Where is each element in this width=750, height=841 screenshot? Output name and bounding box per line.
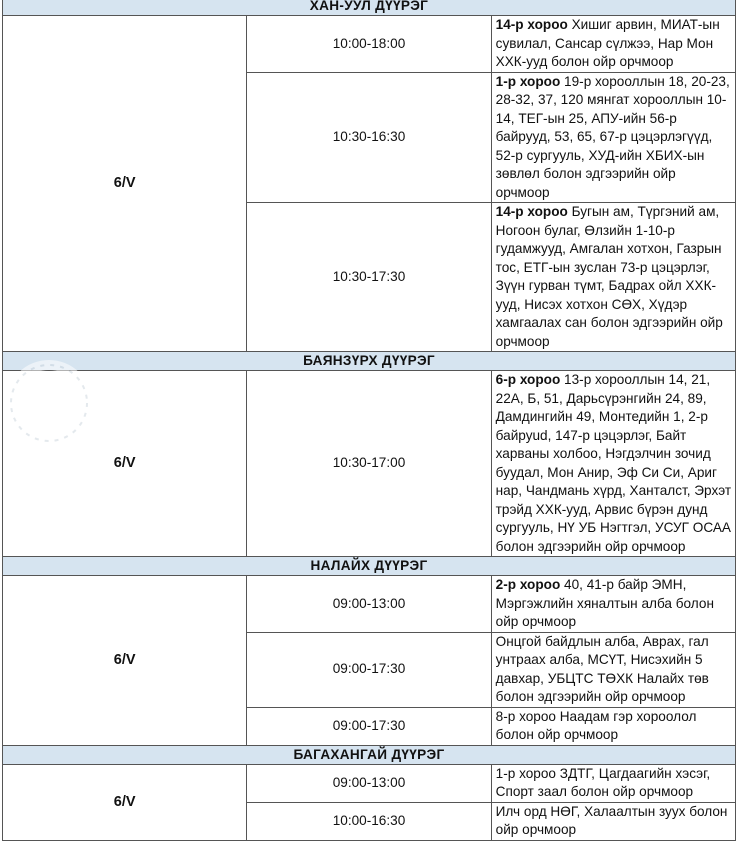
khoroo-label: 14-р хороо	[495, 17, 568, 32]
location-cell: Онцгой байдлын алба, Аврах, гал унтраах алба, МСҮТ, Нисэхийн 5 давхар, УБЦТС ТӨХК Налайх төв болон эдгээрийн ойр орчмоор	[491, 632, 735, 707]
outage-schedule-table	[2, 0, 736, 841]
district-name: НАЛАЙХ ДҮҮРЭГ	[3, 557, 736, 576]
location-cell: 8-р хороо Наадам гэр хороолол болон ойр орчмоор	[491, 707, 735, 745]
location-cell	[491, 576, 735, 633]
table-row	[3, 371, 736, 557]
district-header-khan-uul	[3, 0, 736, 16]
time-cell: 09:00-13:00	[247, 576, 491, 633]
table-row	[3, 16, 736, 73]
location-cell	[491, 203, 735, 352]
location-text: Бугын ам, Түргэний ам, Ногоон булаг, Өлзийн 1-10-р гудамжууд, Амгалан хотхон, Газрын тос, ЕТГ-ын зуслан 73-р цэцэрлэг, Зүүн гурван түмт, Бадрах ойл ХХК-ууд, Нисэх хотхон СӨХ, Хүдэр хамгаалах сан болон эдгээрийн ойр орчмоор	[495, 204, 723, 349]
time-cell: 10:30-17:30	[247, 203, 491, 352]
time-cell: 09:00-17:30	[247, 632, 491, 707]
district-name: БАЯНЗҮРХ ДҮҮРЭГ	[3, 352, 736, 371]
time-cell: 10:30-16:30	[247, 72, 491, 203]
location-text: 13-р хорооллын 14, 21, 22А, Б, 51, Дарьсүрэнгийн 24, 89, Дамдингийн 49, Монтедийн 1, 2-р байруud, 147-р цэцэрлэг, Байт харваны холбоо, Нэгдэлчин зочид буудал, Мон Анир, Эф Си Си, Ариг нар, Чандмань хүрд, Ханталст, Эрхэт трэйд ХХК-ууд, Арвис бүрэн дунд сургууль, НҮ УБ Нэгтгэл, УСУГ ОСАА болон эдгээрийн ойр орчмоор	[495, 372, 732, 554]
date-cell: 6/V	[3, 576, 247, 746]
district-header-nalaikh	[3, 557, 736, 576]
location-cell	[491, 371, 735, 557]
location-cell: 1-р хороо ЗДТГ, Цагдаагийн хэсэг, Спорт заал болон ойр орчмоор	[491, 764, 735, 802]
district-name: БАГАХАНГАЙ ДҮҮРЭГ	[3, 745, 736, 764]
location-text: 19-р хорооллын 18, 20-23, 28-32, 37, 120 мянгат хорооллын 10-14, ТЕГ-ын 25, АПУ-ийн 56-р байрууд, 53, 65, 67-р цэцэрлэгүүд, 52-р сургууль, ХУД-ийн ХБИХ-ын зөвлөл болон эдгээрийн ойр орчмоор	[495, 73, 730, 200]
table-row	[3, 764, 736, 802]
location-cell: Илч орд НӨГ, Халаалтын зуух болон ойр орчмоор	[491, 802, 735, 840]
location-cell	[491, 16, 735, 73]
time-cell: 09:00-13:00	[247, 764, 491, 802]
district-header-bayanzurkh	[3, 352, 736, 371]
location-text: Хишиг арвин, МИАТ-ын сувилал, Сансар сүлжээ, Нар Мон ХХК-ууд болон ойр орчмоор	[495, 17, 720, 69]
date-cell: 6/V	[3, 371, 247, 557]
table-row	[3, 576, 736, 633]
khoroo-label: 6-р хороо	[495, 372, 561, 387]
date-cell: 6/V	[3, 16, 247, 352]
time-cell: 10:00-18:00	[247, 16, 491, 73]
time-cell: 09:00-17:30	[247, 707, 491, 745]
time-cell: 10:30-17:00	[247, 371, 491, 557]
time-cell: 10:00-16:30	[247, 802, 491, 840]
khoroo-label: 2-р хороо	[495, 577, 561, 592]
district-header-bagakhangai	[3, 745, 736, 764]
khoroo-label: 14-р хороо	[495, 204, 568, 219]
khoroo-label: 1-р хороо	[495, 73, 561, 89]
location-text: 40, 41-р байр ЭМН, Мэргэжлийн хяналтын алба болон ойр орчмоор	[495, 577, 714, 629]
date-cell: 6/V	[3, 764, 247, 840]
district-name: ХАН-УУЛ ДҮҮРЭГ	[3, 0, 736, 16]
location-cell	[491, 72, 735, 203]
